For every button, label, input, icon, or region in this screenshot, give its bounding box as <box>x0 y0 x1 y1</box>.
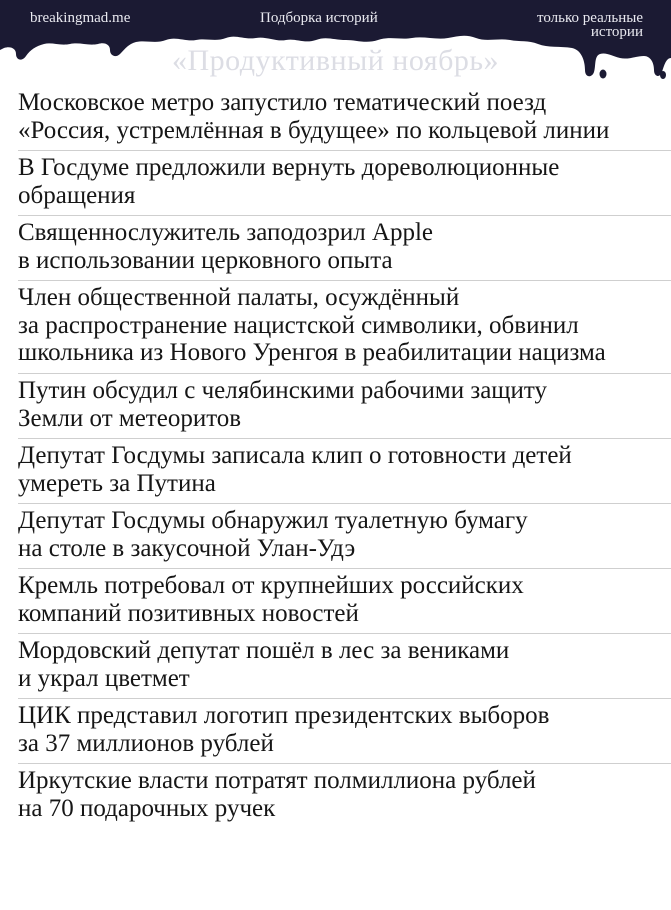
section-label: Подборка историй <box>260 10 378 26</box>
story-item[interactable]: Священнослужитель заподозрил Apple в использовании церковного опыта <box>18 216 671 281</box>
story-item[interactable]: Иркутские власти потратят полмиллиона рублей на 70 подарочных ручек <box>18 767 536 822</box>
story-item[interactable]: Московское метро запустило тематический поезд «Россия, устремлённая в будущее» по кольцевой линии <box>18 86 671 151</box>
tagline: только реальные истории <box>537 10 643 40</box>
story-item[interactable]: ЦИК представил логотип президентских выборов за 37 миллионов рублей <box>18 699 671 764</box>
story-item[interactable]: Путин обсудил с челябинскими рабочими защиту Земли от метеоритов <box>18 374 671 439</box>
stories-list <box>18 86 671 828</box>
story-item[interactable]: Депутат Госдумы записала клип о готовности детей умереть за Путина <box>18 439 671 504</box>
site-name[interactable]: breakingmad.me <box>30 10 131 26</box>
story-item[interactable]: Мордовский депутат пошёл в лес за вениками и украл цветмет <box>18 634 671 699</box>
story-item[interactable]: В Госдуме предложили вернуть дореволюционные обращения <box>18 151 671 216</box>
story-item[interactable]: Кремль потребовал от крупнейших российских компаний позитивных новостей <box>18 569 671 634</box>
header-banner <box>0 0 671 80</box>
story-item[interactable]: Депутат Госдумы обнаружил туалетную бумагу на столе в закусочной Улан-Удэ <box>18 504 671 569</box>
page-title: «Продуктивный ноябрь» <box>171 44 500 77</box>
story-item[interactable]: Член общественной палаты, осуждённый за распространение нацистской символики, обвинил школьника из Нового Уренгоя в реабилитации нацизма <box>18 281 671 374</box>
